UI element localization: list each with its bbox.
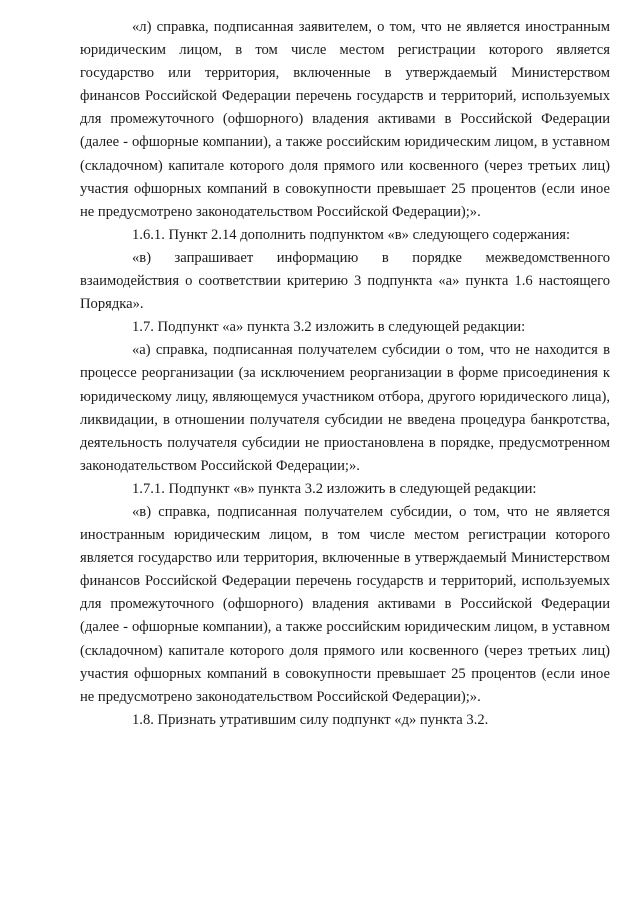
paragraph-1-6-1: 1.6.1. Пункт 2.14 дополнить подпунктом «в» следующего содержания: (132, 226, 571, 243)
paragraph-1-7-1: 1.7.1. Подпункт «в» пункта 3.2 изложить в следующей редакции: (132, 480, 537, 497)
paragraph-subclause-v: «в) справка, подписанная получателем субсидии, о том, что не является иностранным юридическим лицом, в том числе местом регистрации которого является государство или территория, включенные в утверждаемый Министерством финансов Российской Федерации перечень государств и территорий, используемых для промежуточного (офшорного) владения активами в Российской Федерации (далее - офшорные компании), а также российским юридическим лицом, в уставном (складочном) капитале которого доля прямого или косвенного (через третьих лиц) участия офшорных компаний в совокупности превышает 25 процентов (если иное не предусмотрено законодательством Российской Федерации);». (80, 503, 610, 705)
paragraph-subclause-a: «а) справка, подписанная получателем субсидии о том, что не находится в процессе реорганизации (за исключением реорганизации в форме присоединения к юридическому лицу, являющемуся участником отбора, другого юридического лица), ликвидации, в отношении получателя субсидии не введена процедура банкротства, деятельность получателя субсидии не приостановлена в порядке, предусмотренном законодательством Российской Федерации;». (80, 342, 610, 474)
paragraph-subclause-l: «л) справка, подписанная заявителем, о том, что не является иностранным юридическим лицом, в том числе местом регистрации которого является государство или территория, включенные в утверждаемый Министерством финансов Российской Федерации перечень государств и территорий, используемых для промежуточного (офшорного) владения активами в Российской Федерации (далее - офшорные компании), а также российским юридическим лицом, в уставном (складочном) капитале которого доля прямого или косвенного (через третьих лиц) участия офшорных компаний в совокупности превышает 25 процентов (если иное не предусмотрено законодательством Российской Федерации);». (80, 19, 610, 220)
paragraph-1-8: 1.8. Признать утратившим силу подпункт «д» пункта 3.2. (132, 711, 489, 728)
paragraph-1-7: 1.7. Подпункт «а» пункта 3.2 изложить в следующей редакции: (132, 319, 526, 336)
document-body (80, 16, 610, 732)
paragraph-subclause-v-request: «в) запрашивает информацию в порядке межведомственного взаимодействия о соответствии критерию 3 подпункта «а» пункта 1.6 настоящего Порядка». (80, 249, 610, 313)
